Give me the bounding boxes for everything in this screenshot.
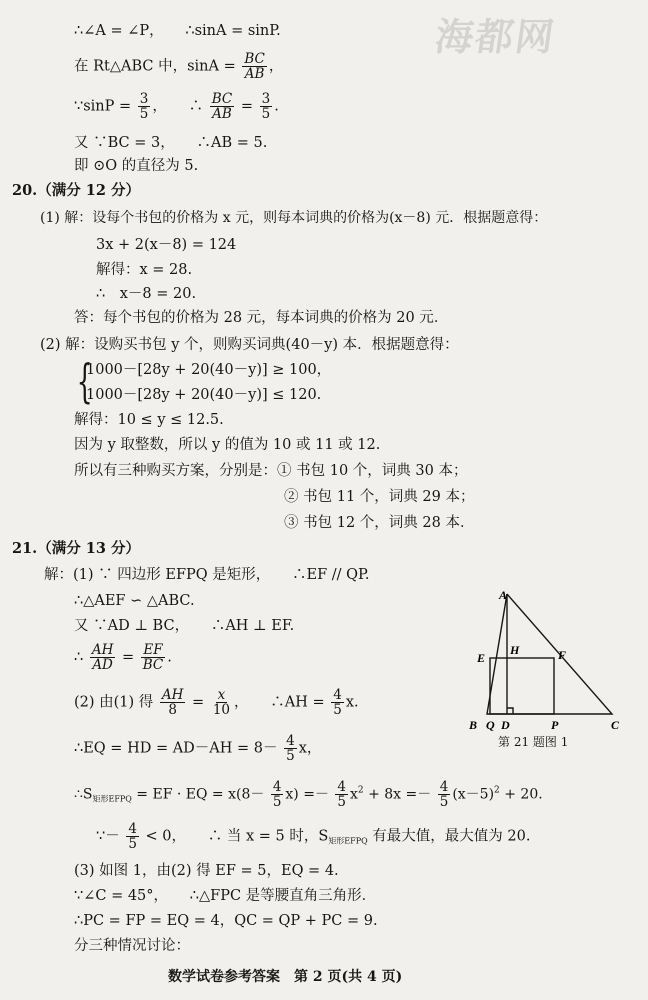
text-line: ③ 书包 12 个，词典 28 本．	[284, 515, 475, 531]
point-label-c: C	[611, 718, 620, 732]
fraction: $\frac{4}{5}$	[439, 779, 449, 811]
text-line: ∴EQ = HD = AD－AH = 8－ $\frac{4}{5}$ x，	[74, 733, 322, 765]
fraction: $\frac{3}{5}$	[139, 91, 149, 123]
fraction: $\frac{AH}{8}$	[161, 687, 184, 719]
text-line: 又 ∵AD ⊥ BC， ∴AH ⊥ EF.	[74, 618, 295, 634]
text-line: 3x + 2(x－8) = 124	[96, 237, 237, 253]
fraction: $\frac{4}{5}$	[333, 687, 342, 719]
text-line: 解得：10 ≤ y ≤ 12.5.	[74, 412, 224, 428]
point-label-f: F	[558, 648, 567, 662]
text-line: (2) 解：设购买书包 y 个，则购买词典(40－y) 本．根据题意得：	[40, 337, 459, 353]
text-line: 又 ∵BC = 3， ∴AB = 5.	[74, 135, 268, 151]
fraction: $\frac{4}{5}$	[337, 779, 346, 811]
watermark-logo: 海都网	[432, 15, 559, 59]
fraction: $\frac{AH}{AD}$	[91, 642, 114, 674]
geometry-figure	[455, 582, 640, 732]
fraction: $\frac{4}{5}$	[272, 779, 282, 811]
fraction: $\frac{4}{5}$	[286, 733, 295, 765]
fraction: $\frac{BC}{AB}$	[211, 91, 233, 123]
text-line: ∴ $\frac{AH}{AD}$ = $\frac{EF}{BC}$ .	[74, 642, 172, 674]
rectangle-efpq	[490, 658, 554, 714]
text-line: (2) 由(1) 得 $\frac{AH}{8}$ = $\frac{x}{10}$ ， ∴AH = $\frac{4}{5}$ x.	[74, 687, 359, 719]
fraction: $\frac{3}{5}$	[261, 91, 271, 123]
right-angle-mark	[507, 708, 513, 714]
fraction: $\frac{4}{5}$	[128, 821, 137, 853]
fraction: $\frac{BC}{AB}$	[244, 51, 265, 83]
point-label-b: B	[469, 718, 478, 732]
text-line: ∵∠C = 45°， ∴△FPC 是等腰直角三角形．	[74, 888, 377, 904]
text-line: 解得：x = 28.	[96, 262, 193, 278]
point-label-q: Q	[486, 718, 495, 732]
fraction: $\frac{EF}{BC}$	[142, 642, 164, 674]
text-line: 因为 y 取整数，所以 y 的值为 10 或 11 或 12.	[74, 437, 381, 453]
point-label-h: H	[510, 643, 520, 657]
page-footer: 数学试卷参考答案 第 2 页(共 4 页)	[168, 969, 403, 985]
text-line: ② 书包 11 个，词典 29 本；	[284, 489, 475, 505]
figure-caption: 第 21 题图 1	[498, 735, 569, 749]
text-line: 1000－[28y + 20(40－y)] ≥ 100，	[86, 362, 332, 378]
text-line: 1000－[28y + 20(40－y)] ≤ 120.	[86, 387, 322, 403]
point-label-e: E	[477, 651, 486, 665]
text-line: 在 Rt△ABC 中，sinA = $\frac{BC}{AB}$ ，	[74, 51, 284, 83]
text-line: ∴PC = FP = EQ = 4，QC = QP + PC = 9.	[74, 913, 378, 929]
text-line: (1) 解：设每个书包的价格为 x 元，则每本词典的价格为(x－8) 元．根据题意得：	[40, 210, 548, 226]
text-line: ∴ x－8 = 20.	[96, 286, 197, 302]
point-label-d: D	[501, 718, 510, 732]
triangle-abc	[487, 594, 612, 714]
text-line: $\therefore S_{矩形EFPQ}$ = EF · EQ = x(8－ $\frac{4}{5}$ x) =－ $\frac{4}{5}$ $x^2 + 8x$ =－ $\frac{4}{5}$ $(x-5)^2 + 20$.	[74, 779, 543, 811]
text-line: ∵－ $\frac{4}{5}$ < 0， ∴ 当 x = 5 时，$S_{矩形EFPQ}$ 有最大值，最大值为 20.	[96, 821, 531, 853]
brace: {	[76, 354, 93, 408]
question-header: 20.（满分 12 分）	[12, 182, 141, 199]
question-header: 21.（满分 13 分）	[12, 540, 141, 557]
fraction: $\frac{x}{10}$	[212, 687, 230, 719]
text-line: ∴∠A = ∠P， ∴sinA = sinP.	[74, 23, 281, 39]
text-line: ∴△AEF ∽ △ABC.	[74, 593, 195, 609]
point-label-p: P	[551, 718, 559, 732]
text-line: 即 ⊙O 的直径为 5.	[74, 158, 199, 174]
text-line: 所以有三种购买方案，分别是：① 书包 10 个，词典 30 本；	[74, 463, 468, 479]
text-line: (3) 如图 1，由(2) 得 EF = 5，EQ = 4.	[74, 863, 339, 879]
text-line: 解：(1) ∵ 四边形 EFPQ 是矩形， ∴EF // QP.	[44, 567, 370, 583]
text-line: 分三种情况讨论：	[74, 938, 190, 954]
text-line: 答：每个书包的价格为 28 元，每本词典的价格为 20 元．	[74, 310, 449, 326]
point-label-a: A	[499, 588, 508, 602]
text-line: ∵sinP = $\frac{3}{5}$ ， ∴ $\frac{BC}{AB}$ = $\frac{3}{5}$ .	[74, 91, 279, 123]
